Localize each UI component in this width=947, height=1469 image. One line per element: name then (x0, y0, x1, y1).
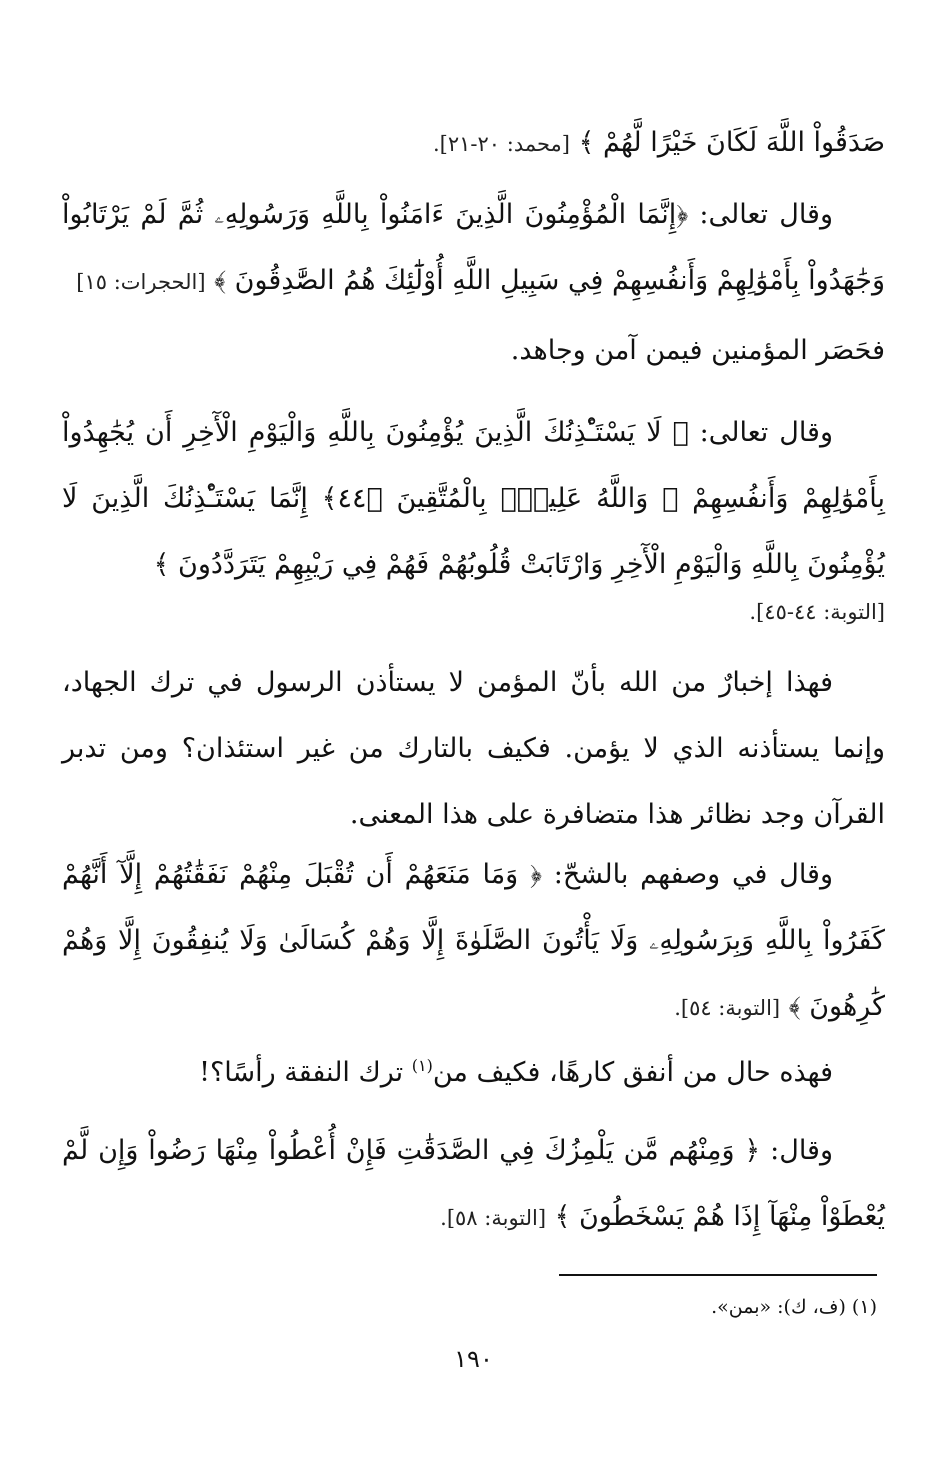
paragraph-4-citation (62, 588, 885, 635)
quran-verse: وقال تعالى: ﴿إِنَّمَا الْمُؤْمِنُونَ الَّذِينَ ءَامَنُواْ بِاللَّهِ وَرَسُولِهِۦ ثُمَّ لَمْ يَرْتَابُواْ وَجَٰهَدُواْ بِأَمْوَٰلِهِمْ وَأَنفُسِهِمْ فِي سَبِيلِ اللَّهِ أُوْلَٰٓئِكَ هُمُ الصَّٰدِقُونَ ﴾ (62, 199, 885, 296)
paragraph-2 (62, 182, 885, 315)
paragraph-4 (62, 400, 885, 598)
verse-citation: [محمد: ٢٠-٢١]. (432, 132, 570, 156)
quran-verse: صَدَقُواْ اللَّهَ لَكَانَ خَيْرًا لَّهُمْ ﴾ (578, 127, 885, 158)
page-number: ١٩٠ (454, 1345, 493, 1373)
paragraph-text: فحَصَر المؤمنين فيمن آمن وجاهد. (510, 335, 885, 366)
verse-citation: [التوبة: ٥٤]. (674, 996, 781, 1020)
verse-citation: [التوبة: ٤٤-٤٥]. (749, 600, 885, 624)
paragraph-5 (62, 650, 885, 848)
verse-citation: [الحجرات: ١٥] (76, 270, 206, 294)
paragraph-text: فهذا إخبارٌ من الله بأنّ المؤمن لا يستأذن الرسول في ترك الجهاد، وإنما يستأذنه الذي لا يؤمن. فكيف بالتارك من غير استئذان؟ ومن تدبر القرآن وجد نظائر هذا متضافرة على هذا المعنى. (62, 667, 885, 830)
quran-verse: وقال: ﴿ وَمِنْهُم مَّن يَلْمِزُكَ فِي الصَّدَقَٰتِ فَإِنْ أُعْطُواْ مِنْهَا رَضُواْ وَإِن لَّمْ يُعْطَوْاْ مِنْهَآ إِذَا هُمْ يَسْخَطُونَ ﴾ (62, 1135, 885, 1232)
paragraph-3 (62, 318, 885, 384)
verse-citation: [التوبة: ٥٨]. (440, 1206, 547, 1230)
footnote-reference[interactable]: (١) (411, 1056, 433, 1075)
paragraph-1 (62, 110, 885, 177)
footnote-divider (559, 1274, 877, 1276)
paragraph-6 (62, 842, 885, 1041)
footnote: (١) (ف، ك): «بمن». (711, 1296, 877, 1318)
paragraph-7 (62, 1040, 885, 1106)
quran-verse: وقال تعالى: ﴿ لَا يَسْتَـْٔذِنُكَ الَّذِينَ يُؤْمِنُونَ بِاللَّهِ وَالْيَوْمِ الْأٓخِرِ أَن يُجَٰهِدُواْ بِأَمْوَٰلِهِمْ وَأَنفُسِهِمْ ۗ وَاللَّهُ عَلِيمُۢ بِالْمُتَّقِينَ ﴿٤٤﴾ إِنَّمَا يَسْتَـْٔذِنُكَ الَّذِينَ لَا يُؤْمِنُونَ بِاللَّهِ وَالْيَوْمِ الْأٓخِرِ وَارْتَابَتْ قُلُوبُهُمْ فَهُمْ فِي رَيْبِهِمْ يَتَرَدَّدُونَ ﴾ (62, 417, 885, 580)
paragraph-text-end: ترك النفقة رأسًا؟! (199, 1057, 412, 1088)
quran-verse: وقال في وصفهم بالشحّ: ﴿ وَمَا مَنَعَهُمْ أَن تُقْبَلَ مِنْهُمْ نَفَقَٰتُهُمْ إِلَّآ أَنَّهُمْ كَفَرُواْ بِاللَّهِ وَبِرَسُولِهِۦ وَلَا يَأْتُونَ الصَّلَوٰةَ إِلَّا وَهُمْ كُسَالَىٰ وَلَا يُنفِقُونَ إِلَّا وَهُمْ كَٰرِهُونَ ﴾ (62, 859, 885, 1022)
paragraph-text-start: فهذه حال من أنفق كارهًا، فكيف من (432, 1057, 833, 1088)
paragraph-8 (62, 1118, 885, 1251)
